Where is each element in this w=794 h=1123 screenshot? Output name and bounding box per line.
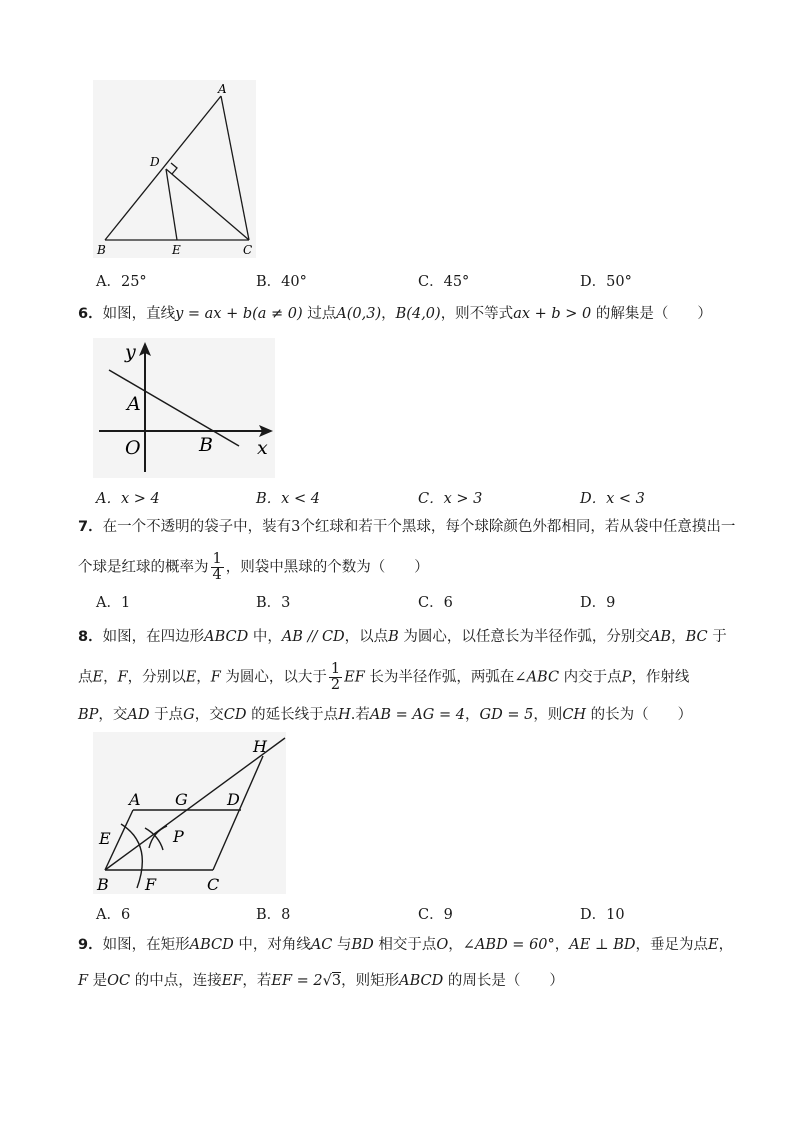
q6-text-2: 过点 — [302, 306, 337, 322]
q8-math: E — [185, 669, 197, 686]
q7-text-3: ，则袋中黑球的个数为（ ） — [225, 559, 429, 576]
q8-math: ∠ABC — [514, 669, 560, 686]
label-c: C — [243, 243, 253, 257]
q9-math: AC — [310, 937, 333, 953]
q9-math: AE ⊥ BD — [569, 937, 636, 953]
q9-math: ABCD — [189, 937, 234, 953]
right-angle-mark — [171, 163, 177, 174]
q6-equation: y = ax + b — [175, 306, 253, 322]
q6-point-b: B(4,0) — [395, 306, 441, 322]
q8-math: ABCD — [204, 629, 249, 645]
q7-option-d[interactable]: D．9 — [580, 595, 616, 611]
q8-text: ，则 — [533, 707, 563, 723]
q8-math: BC — [685, 629, 708, 645]
q9-text: 中，对角线 — [233, 937, 311, 953]
q8-text: ，以点 — [344, 629, 389, 645]
q8-text: ， — [465, 707, 480, 723]
q8-text: 的长为（ ） — [586, 707, 693, 723]
q9-text: 的周长是（ ） — [443, 973, 564, 989]
q8-text: 于 — [707, 629, 727, 645]
q8-math: BP — [78, 707, 99, 723]
q8-math: G — [183, 707, 195, 723]
q6-text-1: 如图，直线 — [102, 306, 176, 322]
q8-text: ，交 — [194, 707, 224, 723]
q9-stem-line-1 — [78, 934, 733, 956]
q7-fraction-denominator: 4 — [212, 567, 222, 583]
label-y: y — [125, 341, 136, 363]
q6-number: 6． — [78, 306, 103, 322]
q8-math: F — [210, 669, 221, 686]
q9-math: EF — [221, 973, 243, 989]
q8-math: AB = AG = 4 — [369, 707, 465, 723]
q7-option-a[interactable]: A．1 — [96, 595, 131, 611]
q6-text-4: ，则不等式 — [440, 306, 514, 322]
label-b: B — [97, 243, 106, 257]
q9-math: EF = 2 — [271, 973, 323, 989]
q8-text: ，分别以 — [127, 669, 186, 686]
q7-fraction — [211, 552, 224, 583]
q6-point-a: A(0,3) — [336, 306, 382, 322]
q9-number: 9． — [78, 937, 103, 953]
label-o: O — [125, 437, 141, 459]
q8-text: 长为半径作弧，两弧在 — [364, 669, 515, 686]
segment-ac — [221, 96, 249, 240]
q8-math: B — [388, 629, 399, 645]
q8-number: 8． — [78, 629, 103, 645]
label-f: F — [145, 875, 157, 894]
label-c: C — [207, 875, 220, 894]
q9-stem-line-2 — [78, 970, 564, 992]
q6-text-3: ， — [381, 306, 396, 322]
q9-text: ，垂足为点 — [635, 937, 708, 953]
q6-option-d[interactable]: D．x < 3 — [580, 491, 645, 507]
q7-option-c[interactable]: C．6 — [418, 595, 453, 611]
q9-text: 如图，在矩形 — [102, 937, 190, 953]
q8-math: AD — [127, 707, 150, 723]
q8-text: 的延长线于点 — [246, 707, 339, 723]
q9-math: O — [436, 937, 449, 953]
q9-math: E — [707, 937, 719, 953]
q8-math: F — [117, 669, 128, 686]
label-e: E — [99, 829, 111, 848]
label-a: A — [129, 790, 141, 809]
q9-sqrt-radicand: 3 — [331, 973, 342, 989]
q6-option-b[interactable]: B．x < 4 — [256, 491, 320, 507]
q8-text: 中， — [248, 629, 282, 645]
label-h: H — [253, 737, 267, 756]
q8-option-d[interactable]: D．10 — [580, 907, 625, 923]
q9-math: OC — [107, 973, 131, 989]
label-d: D — [150, 155, 160, 169]
q9-text: 与 — [332, 937, 352, 953]
q8-option-a[interactable]: A．6 — [96, 907, 131, 923]
q5-option-c[interactable]: C．45° — [418, 274, 470, 290]
q5-option-b[interactable]: B．40° — [256, 274, 307, 290]
q8-math: E — [92, 669, 104, 686]
q8-math: AB — [649, 629, 672, 645]
q8-text: ， — [671, 629, 686, 645]
q8-math: P — [621, 669, 632, 686]
q9-text: ，则矩形 — [341, 973, 400, 989]
segment-dc — [166, 169, 249, 240]
label-g: G — [175, 790, 188, 809]
q9-text: ， — [554, 937, 570, 953]
q6-inequality: ax + b > 0 — [513, 306, 592, 322]
q6-option-a[interactable]: A．x > 4 — [96, 491, 160, 507]
q6-stem — [78, 303, 712, 325]
q9-math: ABCD — [399, 973, 444, 989]
q8-fraction-numerator: 1 — [330, 661, 341, 677]
arc-p-1 — [149, 826, 167, 848]
q7-text-2: 个球是红球的概率为 — [78, 559, 209, 576]
q8-text: ，交 — [98, 707, 128, 723]
segment-de — [166, 169, 177, 240]
label-a: A — [218, 82, 227, 96]
q6-graph-figure — [93, 338, 275, 478]
q9-text: 相交于点 — [373, 937, 437, 953]
q8-text: 于点 — [149, 707, 184, 723]
q8-math: AB // CD — [281, 629, 345, 645]
q7-stem-line-2 — [78, 552, 429, 583]
q5-triangle-figure — [93, 80, 256, 258]
q8-text: ， — [103, 669, 118, 686]
label-b: B — [97, 875, 109, 894]
q9-text: 是 — [88, 973, 108, 989]
q9-text: 的中点，连接 — [130, 973, 222, 989]
q8-text: ，作射线 — [631, 669, 690, 686]
segment-ab — [105, 96, 221, 240]
q9-text: ， — [448, 937, 463, 953]
q7-stem-line-1 — [78, 516, 735, 538]
q8-text: 为圆心，以大于 — [220, 669, 327, 686]
q8-fraction — [329, 662, 342, 693]
q6-text-5: 的解集是（ ） — [591, 306, 712, 322]
q9-math: F — [78, 973, 89, 989]
sqrt-icon: √ — [322, 973, 332, 989]
q8-text: 为圆心，以任意长为半径作弧，分别交 — [398, 629, 650, 645]
q5-option-d[interactable]: D．50° — [580, 274, 632, 290]
q8-text: 点 — [78, 669, 93, 686]
q5-option-a[interactable]: A．25° — [96, 274, 147, 290]
q8-stem-line-3 — [78, 704, 692, 726]
q8-option-c[interactable]: C．9 — [418, 907, 453, 923]
q8-text: ， — [196, 669, 211, 686]
label-d: D — [227, 790, 240, 809]
q7-fraction-numerator: 1 — [212, 551, 222, 567]
q9-math: BD — [351, 937, 374, 953]
q8-parallelogram-figure — [93, 732, 286, 894]
q8-math: EF — [344, 669, 365, 686]
q9-text: ， — [718, 937, 734, 953]
label-b: B — [199, 434, 213, 456]
q8-fraction-denominator: 2 — [330, 677, 341, 693]
label-a: A — [127, 393, 141, 415]
q6-condition: (a ≠ 0) — [252, 306, 303, 322]
q7-number: 7． — [78, 519, 103, 535]
q8-text: 如图，在四边形 — [102, 629, 205, 645]
q8-option-b[interactable]: B．8 — [256, 907, 291, 923]
label-p: P — [173, 827, 184, 846]
label-e: E — [172, 243, 181, 257]
q8-math: CD — [223, 707, 247, 723]
q8-stem-line-1 — [78, 626, 727, 648]
q9-text: ，若 — [242, 973, 272, 989]
q8-text: 内交于点 — [559, 669, 622, 686]
q8-text: .若 — [350, 707, 370, 723]
q8-stem-line-2 — [78, 662, 689, 693]
q8-math: CH — [562, 707, 587, 723]
q7-text-1: 在一个不透明的袋子中，装有3个红球和若干个黑球，每个球除颜色外都相同，若从袋中任意摸出一 — [102, 519, 736, 535]
q8-math: H — [338, 707, 351, 723]
q9-math: ∠ABD = 60° — [462, 937, 555, 953]
q6-option-c[interactable]: C．x > 3 — [418, 491, 483, 507]
label-x: x — [257, 437, 268, 459]
q8-math: GD = 5 — [479, 707, 534, 723]
q7-option-b[interactable]: B．3 — [256, 595, 291, 611]
